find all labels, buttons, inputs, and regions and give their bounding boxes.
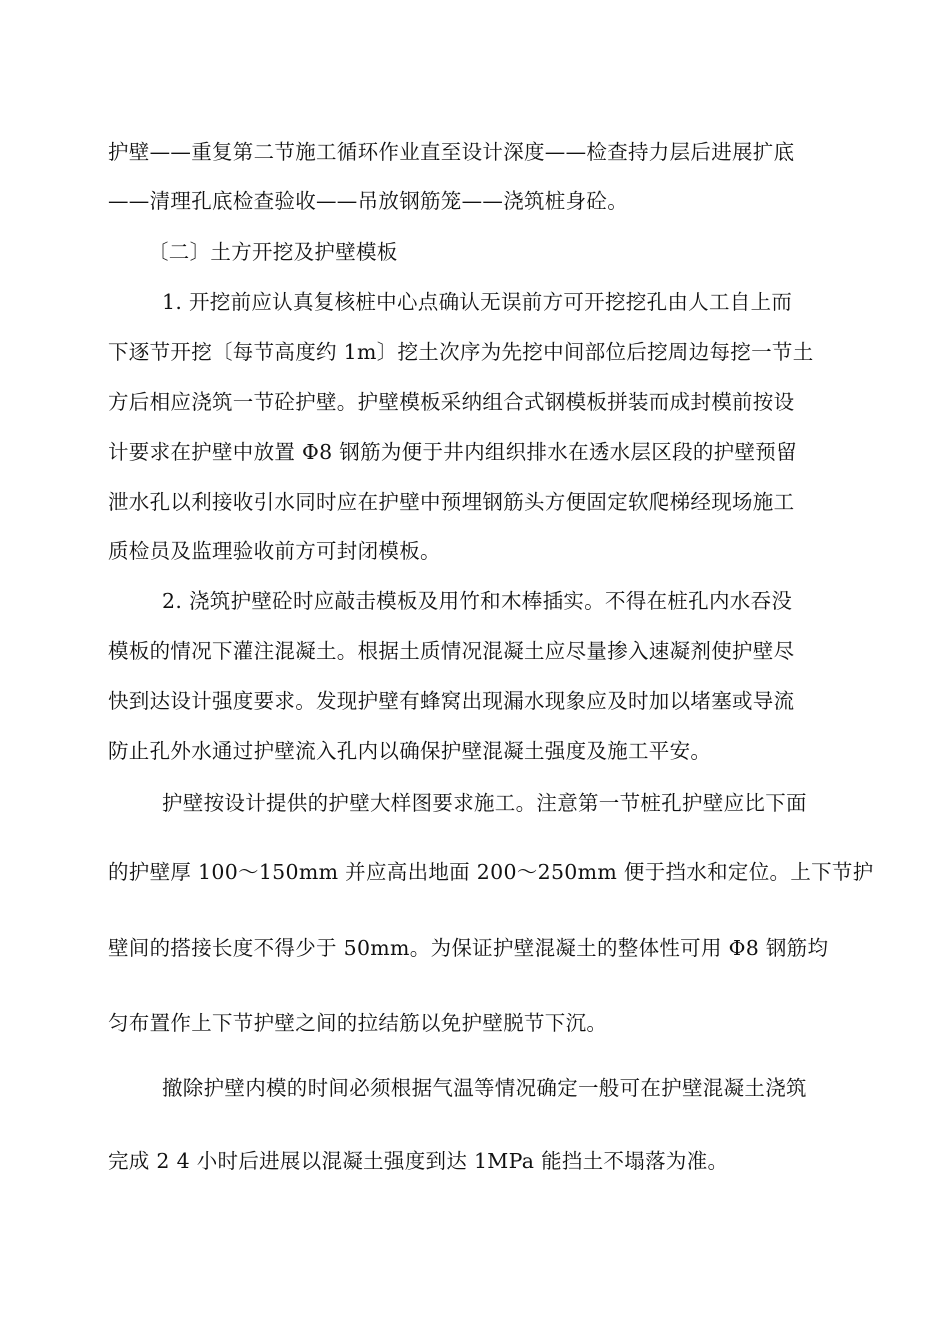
text-line: 2. 浇筑护壁砼时应敲击模板及用竹和木棒插实。不得在桩孔内水吞没 <box>162 589 793 613</box>
text-line: 的护壁厚 100～150mm 并应高出地面 200～250mm 便于挡水和定位。上下节护 <box>108 860 874 884</box>
text-line: 撤除护壁内模的时间必须根据气温等情况确定一般可在护壁混凝土浇筑 <box>162 1076 807 1100</box>
text-line: 计要求在护壁中放置 Φ8 钢筋为便于井内组织排水在透水层区段的护壁预留 <box>108 440 797 464</box>
text-line: 快到达设计强度要求。发现护壁有蜂窝出现漏水现象应及时加以堵塞或导流 <box>108 689 795 713</box>
text-line: 方后相应浇筑一节砼护壁。护壁模板采纳组合式钢模板拼装而成封模前按设 <box>108 390 795 414</box>
section-heading: 〔二〕土方开挖及护壁模板 <box>148 240 398 264</box>
text-line: 泄水孔以利接收引水同时应在护壁中预埋钢筋头方便固定软爬梯经现场施工 <box>108 490 795 514</box>
text-line: 匀布置作上下节护壁之间的拉结筋以免护壁脱节下沉。 <box>108 1011 608 1035</box>
text-line: 1. 开挖前应认真复核桩中心点确认无误前方可开挖挖孔由人工自上而 <box>162 290 793 314</box>
text-line: 下逐节开挖〔每节高度约 1m〕挖土次序为先挖中间部位后挖周边每挖一节土 <box>108 340 814 364</box>
text-line: ——清理孔底检查验收——吊放钢筋笼——浇筑桩身砼。 <box>108 189 628 213</box>
text-line: 模板的情况下灌注混凝土。根据土质情况混凝土应尽量掺入速凝剂使护壁尽 <box>108 639 795 663</box>
text-line: 护壁——重复第二节施工循环作业直至设计深度——检查持力层后进展扩底 <box>108 140 795 164</box>
text-line: 壁间的搭接长度不得少于 50mm。为保证护壁混凝土的整体性可用 Φ8 钢筋均 <box>108 936 829 960</box>
text-line: 完成 2 4 小时后进展以混凝土强度到达 1MPa 能挡土不塌落为准。 <box>108 1149 729 1173</box>
text-line: 防止孔外水通过护壁流入孔内以确保护壁混凝土强度及施工平安。 <box>108 739 712 763</box>
text-line: 质检员及监理验收前方可封闭模板。 <box>108 539 441 563</box>
text-line: 护壁按设计提供的护壁大样图要求施工。注意第一节桩孔护壁应比下面 <box>162 791 807 815</box>
